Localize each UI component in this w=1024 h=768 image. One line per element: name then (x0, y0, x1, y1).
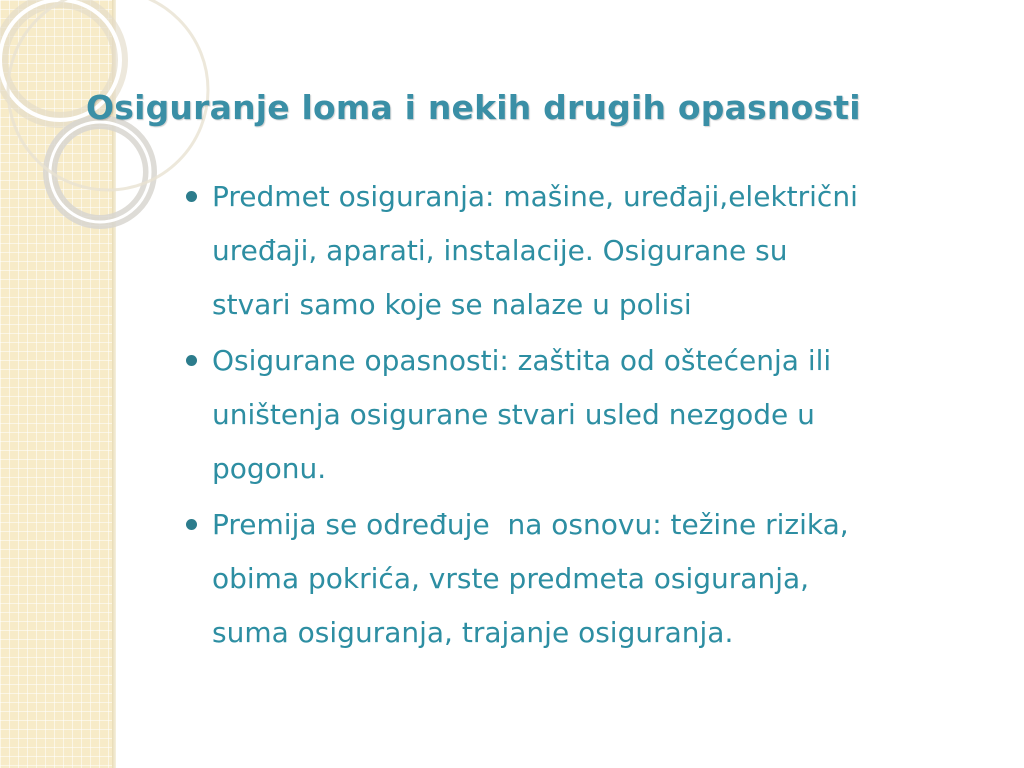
bullet-text-line: uništenja osigurane stvari usled nezgode u (212, 398, 815, 431)
bullet-text-line: pogonu. (212, 452, 327, 485)
bullet-item (186, 170, 1016, 332)
bullet-icon (186, 191, 197, 202)
bullet-text-line: uređaji, aparati, instalacije. Osigurane su (212, 234, 788, 267)
bullet-text-line: Predmet osiguranja: mašine, uređaji,električni (212, 180, 858, 213)
bullet-item (186, 498, 1016, 660)
bullet-text-line: Osigurane opasnosti: zaštita od oštećenja ili (212, 344, 832, 377)
bullet-list (186, 170, 1016, 662)
bullet-text-line: obima pokrića, vrste predmeta osiguranja, (212, 562, 810, 595)
bullet-text-line: suma osiguranja, trajanje osiguranja. (212, 616, 734, 649)
bullet-icon (186, 519, 197, 530)
slide-title: Osiguranje loma i nekih drugih opasnosti (86, 88, 861, 127)
bullet-icon (186, 355, 197, 366)
bullet-text-line: Premija se određuje na osnovu: težine rizika, (212, 508, 849, 541)
bullet-item (186, 334, 1016, 496)
bullet-text-line: stvari samo koje se nalaze u polisi (212, 288, 692, 321)
